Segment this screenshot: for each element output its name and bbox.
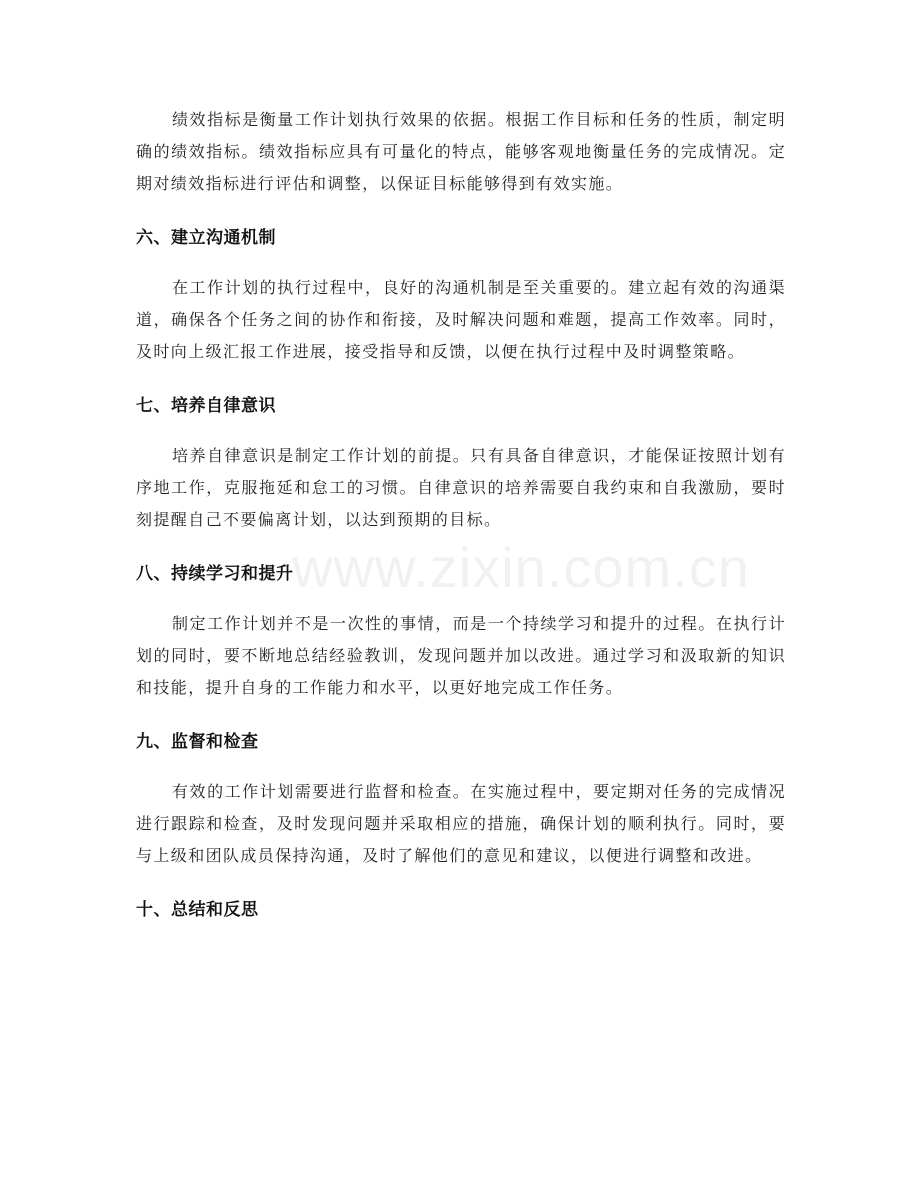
section-paragraph-7: 培养自律意识是制定工作计划的前提。只有具备自律意识，才能保证按照计划有序地工作，克服拖延和怠工的习惯。自律意识的培养需要自我约束和自我激励，要时刻提醒自己不要偏离计划，以达到预期的目标。 [136,446,786,529]
section-paragraph-9: 有效的工作计划需要进行监督和检查。在实施过程中，要定期对任务的完成情况进行跟踪和检查，及时发现问题并采取相应的措施，确保计划的顺利执行。同时，要与上级和团队成员保持沟通，及时了解他们的意见和建议，以便进行调整和改进。 [136,782,786,865]
section-heading-8: 八、持续学习和提升 [136,564,294,584]
intro-paragraph: 绩效指标是衡量工作计划执行效果的依据。根据工作目标和任务的性质，制定明确的绩效指标。绩效指标应具有可量化的特点，能够客观地衡量任务的完成情况。定期对绩效指标进行评估和调整，以保证目标能够得到有效实施。 [136,110,786,193]
section-heading-10: 十、总结和反思 [136,900,259,920]
section-paragraph-8: 制定工作计划并不是一次性的事情，而是一个持续学习和提升的过程。在执行计划的同时，要不断地总结经验教训，发现问题并加以改进。通过学习和汲取新的知识和技能，提升自身的工作能力和水平，以更好地完成工作任务。 [136,614,786,697]
section-heading-6: 六、建立沟通机制 [136,228,276,248]
section-paragraph-6: 在工作计划的执行过程中，良好的沟通机制是至关重要的。建立起有效的沟通渠道，确保各个任务之间的协作和衔接，及时解决问题和难题，提高工作效率。同时，及时向上级汇报工作进展，接受指导和反馈，以便在执行过程中及时调整策略。 [136,278,786,361]
section-heading-9: 九、监督和检查 [136,732,259,752]
document-content [136,104,786,944]
section-heading-7: 七、培养自律意识 [136,396,276,416]
watermark: www.zixin.com.cn [292,536,750,599]
